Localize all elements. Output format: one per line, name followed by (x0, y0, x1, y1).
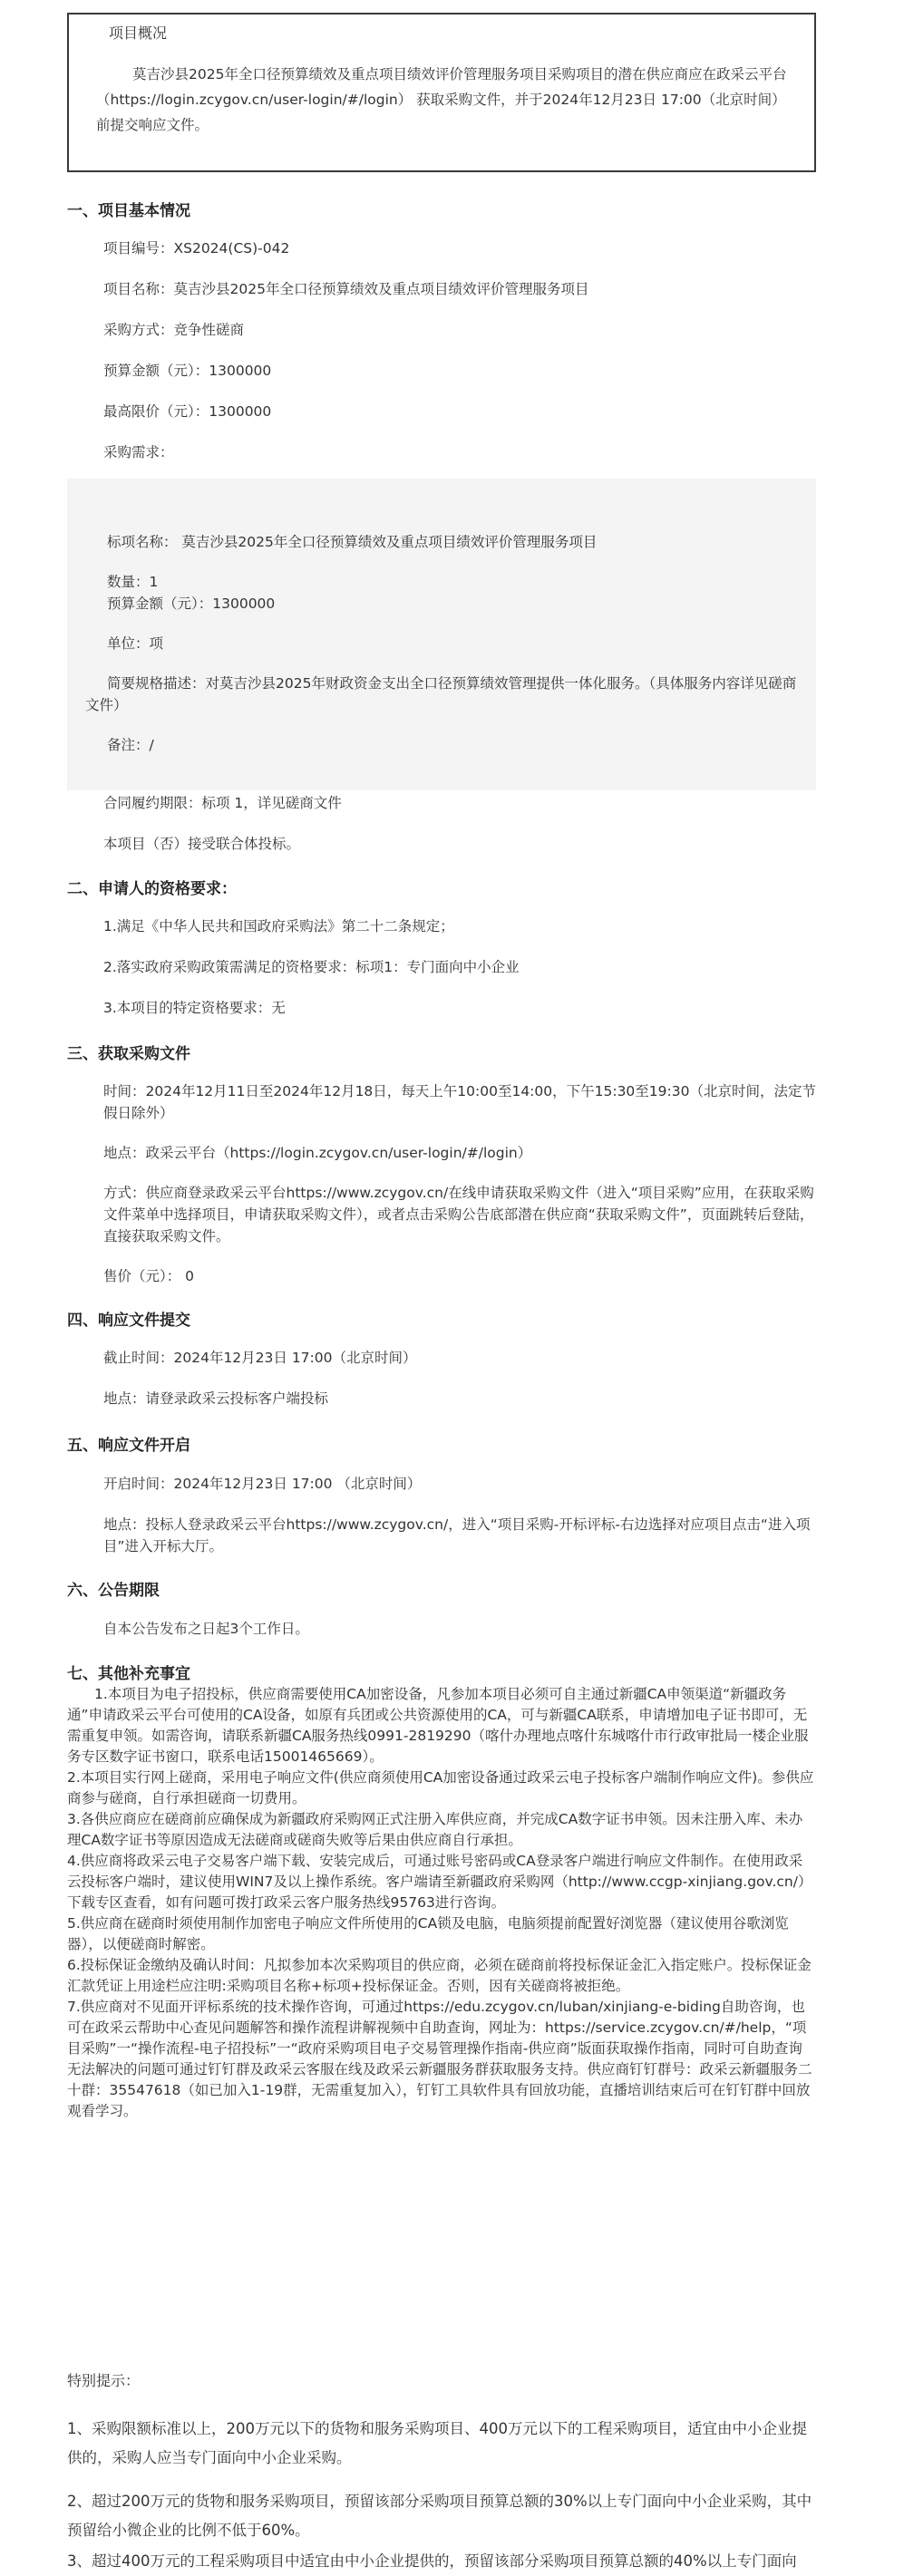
special-tip-2: 2、超过200万元的货物和服务采购项目，预留该部分采购项目预算总额的30%以上专门面向中小企业采购，其中预留给小微企业的比例不低于60%。 (67, 2493, 812, 2539)
special-tip-3: 3、超过400万元的工程采购项目中适宜由中小企业提供的，预留该部分采购项目预算总额的40%以上专门面向 (67, 2552, 797, 2570)
overview-box (67, 13, 816, 172)
opening-time: 开启时间：2024年12月23日 17:00 （北京时间） (103, 1476, 422, 1492)
obtain-time: 时间：2024年12月11日至2024年12月18日，每天上午10:00至14:00，下午15:30至19:30（北京时间，法定节假日除外） (103, 1083, 816, 1121)
qualification-3: 3.本项目的特定资格要求：无 (103, 1000, 286, 1016)
overview-title: 项目概况 (109, 24, 168, 42)
lot-spec: 简要规格描述：对莫吉沙县2025年财政资金支出全口径预算绩效管理提供一体化服务。（具体服务内容详见磋商文件） (85, 675, 797, 713)
section-heading-supplementary: 七、其他补充事宜 (67, 1665, 190, 1683)
section-heading-basic-info: 一、项目基本情况 (67, 202, 190, 220)
submission-deadline: 截止时间：2024年12月23日 17:00（北京时间） (103, 1350, 417, 1366)
note-2: 2.本项目实行网上磋商，采用电子响应文件(供应商须使用CA加密设备通过政采云电子投标客户端制作响应文件)。参供应商参与磋商，自行承担磋商一切费用。 (67, 1769, 814, 1806)
section-heading-obtain-docs: 三、获取采购文件 (67, 1045, 190, 1063)
note-4: 4.供应商将政采云电子交易客户端下载、安装完成后，可通过账号密码或CA登录客户端进行响应文件制作。在使用政采云投标客户端时，建议使用WIN7及以上操作系统。客户端请至新疆政府采购网（http://www.ccgp-xinjiang.gov.cn/）下载专区查看，如有问题可拨打政采云客户服务热线95763进行咨询。 (67, 1853, 812, 1911)
procurement-method: 采购方式：竞争性磋商 (103, 322, 245, 338)
section-heading-qualifications: 二、申请人的资格要求： (67, 880, 237, 898)
project-name: 项目名称：莫吉沙县2025年全口径预算绩效及重点项目绩效评价管理服务项目 (103, 281, 589, 297)
special-tip-1: 1、采购限额标准以上，200万元以下的货物和服务采购项目、400万元以下的工程采购项目，适宜由中小企业提供的，采购人应当专门面向中小企业采购。 (67, 2420, 807, 2466)
section-heading-notice-period: 六、公告期限 (67, 1582, 160, 1600)
note-3: 3.各供应商应在磋商前应确保成为新疆政府采购网正式注册入库供应商，并完成CA数字证书申领。因未注册入库、未办理CA数字证书等原因造成无法磋商或磋商失败等后果由供应商自行承担。 (67, 1811, 803, 1848)
note-5: 5.供应商在磋商时须使用制作加密电子响应文件所使用的CA锁及电脑，电脑须提前配置好浏览器（建议使用谷歌浏览器），以便磋商时解密。 (67, 1915, 789, 1952)
max-price: 最高限价（元）：1300000 (103, 403, 272, 420)
contract-period: 合同履约期限：标项 1，详见磋商文件 (103, 795, 342, 811)
note-6: 6.投标保证金缴纳及确认时间：凡拟参加本次采购项目的供应商，必须在磋商前将投标保证金汇入指定账户。投标保证金汇款凭证上用途栏应注明:采购项目名称+标项+投标保证金。否则，因有关磋商将被拒绝。 (67, 1957, 812, 1994)
qualification-1: 1.满足《中华人民共和国政府采购法》第二十二条规定； (103, 918, 454, 935)
procurement-needs-label: 采购需求： (103, 444, 174, 460)
opening-place: 地点：投标人登录政采云平台https://www.zcygov.cn/，进入“项目采购-开标评标-右边选择对应项目点击“进入项目”进入开标大厅。 (103, 1516, 811, 1554)
lot-budget: 预算金额（元）：1300000 (107, 596, 276, 612)
section-heading-submission: 四、响应文件提交 (67, 1312, 190, 1330)
special-tips-heading: 特别提示： (67, 2372, 141, 2389)
notice-period-text: 自本公告发布之日起3个工作日。 (103, 1621, 309, 1637)
obtain-method: 方式：供应商登录政采云平台https://www.zcygov.cn/在线申请获取采购文件（进入“项目采购”应用，在获取采购文件菜单中选择项目，申请获取采购文件），或者点击采购公告底部潜在供应商“获取采购文件”，页面跳转后登陆，直接获取采购文件。 (103, 1185, 814, 1244)
lot-quantity: 数量：1 (107, 574, 159, 590)
overview-body: 莫吉沙县2025年全口径预算绩效及重点项目绩效评价管理服务项目采购项目的潜在供应商应在政采云平台（https://login.zcygov.cn/user-login/#/login） 获取采购文件，并于2024年12月23日 17:00（北京时间）前提交响应文件。 (96, 66, 787, 133)
lot-name: 标项名称： 莫吉沙县2025年全口径预算绩效及重点项目绩效评价管理服务项目 (107, 534, 598, 550)
obtain-place: 地点：政采云平台（https://login.zcygov.cn/user-login/#/login） (103, 1145, 532, 1161)
lot-unit: 单位：项 (107, 635, 164, 652)
note-1: 1.本项目为电子招投标，供应商需要使用CA加密设备，凡参加本项目必须可自主通过新疆CA申领渠道“新疆政务通”申请政采云平台可使用的CA设备，如原有兵团或公共资源使用的CA，可与新疆CA联系，申请增加电子证书即可，无需重复申领。如需咨询，请联系新疆CA服务热线0991-2819290（喀什办理地点喀什东城喀什市行政审批局一楼企业服务专区数字证书窗口，联系电话15001465669）。 (67, 1686, 809, 1765)
note-7: 7.供应商对不见面开评标系统的技术操作咨询，可通过https://edu.zcygov.cn/luban/xinjiang-e-biding自助咨询，也可在政采云帮助中心查见问题解答和操作流程讲解视频中自助查询，网址为：https://service.zcygov.cn/#/help，“项目采购”一“操作流程-电子招投标”一“政府采购项目电子交易管理操作指南-供应商”版面获取操作指南，同时可自助查询无法解决的问题可通过钉钉群及政采云客服在线及政采云新疆服务群获取服务支持。供应商钉钉群号：政采云新疆服务二十群：35547618（如已加入1-19群，无需重复加入），钉钉工具软件具有回放功能，直播培训结束后可在钉钉群中回放观看学习。 (67, 1999, 812, 2119)
supplementary-notes (67, 1684, 816, 2122)
budget-amount: 预算金额（元）：1300000 (103, 363, 272, 379)
project-number: 项目编号：XS2024(CS)-042 (103, 240, 290, 257)
submission-place: 地点：请登录政采云投标客户端投标 (103, 1390, 329, 1407)
qualification-2: 2.落实政府采购政策需满足的资格要求：标项1：专门面向中小企业 (103, 959, 520, 975)
lot-details-box (67, 479, 816, 790)
document-price: 售价（元）： 0 (103, 1268, 195, 1284)
consortium-note: 本项目（否）接受联合体投标。 (103, 836, 301, 852)
lot-remark: 备注：/ (107, 737, 154, 753)
section-heading-opening: 五、响应文件开启 (67, 1437, 190, 1455)
